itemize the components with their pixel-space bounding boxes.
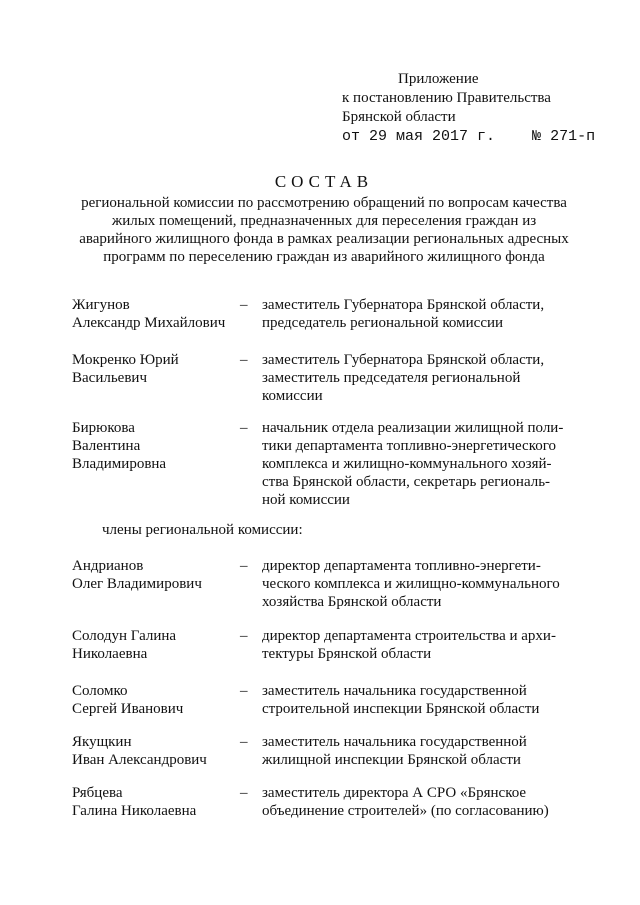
dash: – xyxy=(240,558,248,574)
subtitle-line: региональной комиссии по рассмотрению обращений по вопросам качества xyxy=(81,195,567,211)
header-date-line xyxy=(342,127,622,146)
member-role xyxy=(262,784,572,820)
member-name xyxy=(72,419,232,473)
member-surname: Рябцева xyxy=(72,785,123,801)
member-surname: Мокренко Юрий xyxy=(72,352,179,368)
document-number: № 271-п xyxy=(532,128,596,145)
document-header xyxy=(342,70,622,146)
date-value: 29 мая 2017 г. xyxy=(369,128,496,145)
role-line: объединение строителей» (по согласованию) xyxy=(262,803,549,819)
member-role xyxy=(262,682,572,718)
dash: – xyxy=(240,420,248,436)
member-role xyxy=(262,351,572,405)
member-role xyxy=(262,296,572,332)
member-surname: Андрианов xyxy=(72,558,144,574)
subtitle xyxy=(60,194,588,266)
date-prefix: от xyxy=(342,128,361,145)
role-line: комплекса и жилищно-коммунального хозяй- xyxy=(262,456,552,472)
dash: – xyxy=(240,628,248,644)
member-name xyxy=(72,682,232,718)
member-role xyxy=(262,557,572,611)
member-surname: Якущкин xyxy=(72,734,132,750)
member-name xyxy=(72,296,232,332)
dash: – xyxy=(240,734,248,750)
header-appendix: Приложение xyxy=(398,71,479,87)
member-surname: Жигунов xyxy=(72,297,130,313)
role-line: заместитель председателя региональной xyxy=(262,370,521,386)
member-given-name: Галина Николаевна xyxy=(72,803,197,819)
dash: – xyxy=(240,785,248,801)
member-name xyxy=(72,733,232,769)
member-given-name: Сергей Иванович xyxy=(72,701,184,717)
member-given-name: Иван Александрович xyxy=(72,752,207,768)
role-line: директор департамента топливно-энергети- xyxy=(262,558,541,574)
member-name xyxy=(72,784,232,820)
role-line: хозяйства Брянской области xyxy=(262,594,442,610)
member-role xyxy=(262,419,572,509)
member-surname: Бирюкова xyxy=(72,420,135,436)
subtitle-line: аварийного жилищного фонда в рамках реализации региональных адресных xyxy=(79,231,569,247)
role-line: тектуры Брянской области xyxy=(262,646,432,662)
header-region: Брянской области xyxy=(342,109,456,125)
role-line: комиссии xyxy=(262,388,323,404)
role-line: ства Брянской области, секретарь региональ- xyxy=(262,474,551,490)
role-line: заместитель директора А СРО «Брянское xyxy=(262,785,527,801)
role-line: строительной инспекции Брянской области xyxy=(262,701,540,717)
member-role xyxy=(262,733,572,769)
role-line: заместитель Губернатора Брянской области, xyxy=(262,352,545,368)
role-line: заместитель Губернатора Брянской области, xyxy=(262,297,545,313)
member-name xyxy=(72,351,232,387)
member-patronymic: Владимировна xyxy=(72,456,167,472)
role-line: ной комиссии xyxy=(262,492,350,508)
members-section-label: члены региональной комиссии: xyxy=(102,522,303,538)
role-line: председатель региональной комиссии xyxy=(262,315,504,331)
role-line: ческого комплекса и жилищно-коммунального xyxy=(262,576,560,592)
role-line: начальник отдела реализации жилищной поли- xyxy=(262,420,564,436)
member-given-name: Николаевна xyxy=(72,646,148,662)
dash: – xyxy=(240,683,248,699)
member-name xyxy=(72,557,232,593)
member-surname: Солодун Галина xyxy=(72,628,177,644)
member-given-name: Олег Владимирович xyxy=(72,576,202,592)
dash: – xyxy=(240,297,248,313)
page-title: СОСТАВ xyxy=(274,172,374,191)
role-line: жилищной инспекции Брянской области xyxy=(262,752,521,768)
role-line: директор департамента строительства и архи- xyxy=(262,628,556,644)
role-line: заместитель начальника государственной xyxy=(262,734,527,750)
header-resolution: к постановлению Правительства xyxy=(342,90,551,106)
subtitle-line: программ по переселению граждан из аварийного жилищного фонда xyxy=(103,249,545,265)
role-line: тики департамента топливно-энергетического xyxy=(262,438,557,454)
title-block xyxy=(60,171,588,266)
role-line: заместитель начальника государственной xyxy=(262,683,527,699)
member-given-name: Васильевич xyxy=(72,370,147,386)
subtitle-line: жилых помещений, предназначенных для переселения граждан из xyxy=(111,213,537,229)
member-given-name: Валентина xyxy=(72,438,141,454)
member-surname: Соломко xyxy=(72,683,128,699)
dash: – xyxy=(240,352,248,368)
member-role xyxy=(262,627,572,663)
member-name xyxy=(72,627,232,663)
member-given-name: Александр Михайлович xyxy=(72,315,226,331)
